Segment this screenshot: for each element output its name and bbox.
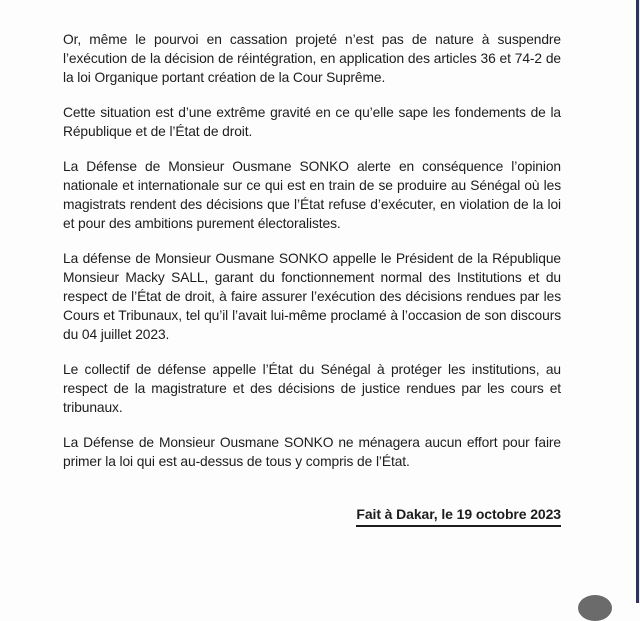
partial-circle-button[interactable] [578,595,612,621]
paragraph-cassation: Or, même le pourvoi en cassation projeté n’est pas de nature à suspendre l’exécution de la décision de réintégration, en application des articles 36 et 74-2 de la loi Organique portant création de la Cour Suprême. [63,32,561,85]
paragraph-appel-president: La défense de Monsieur Ousmane SONKO appelle le Président de la République Monsieur Macky SALL, garant du fonctionnement normal des Institutions et du respect de l’État de droit, à faire assurer l’exécution des décisions rendues par les Cours et Tribunaux, tel qu’il l’avait lui-même proclamé à l’occasion de son discours du 04 juillet 2023. [63,251,561,342]
paragraph-gravite: Cette situation est d’une extrême gravité en ce qu’elle sape les fondements de la République et de l’État de droit. [63,105,561,139]
dateline-row [63,505,561,527]
paragraph-collectif-defense: Le collectif de défense appelle l’État du Sénégal à protéger les institutions, au respect de la magistrature et des décisions de justice rendues par les cours et tribunaux. [63,362,561,415]
paragraph-alerte-opinion: La Défense de Monsieur Ousmane SONKO alerte en conséquence l’opinion nationale et internationale sur ce qui est en train de se produire au Sénégal où les magistrats rendent des décisions que l’État refuse d’exécuter, en violation de la loi et pour des ambitions purement électoralistes. [63,159,561,231]
paragraph-primer-la-loi: La Défense de Monsieur Ousmane SONKO ne ménagera aucun effort pour faire primer la loi qui est au-dessus de tous y compris de l’État. [63,435,561,469]
dateline: Fait à Dakar, le 19 octobre 2023 [356,505,561,527]
document-text-block [63,30,561,527]
